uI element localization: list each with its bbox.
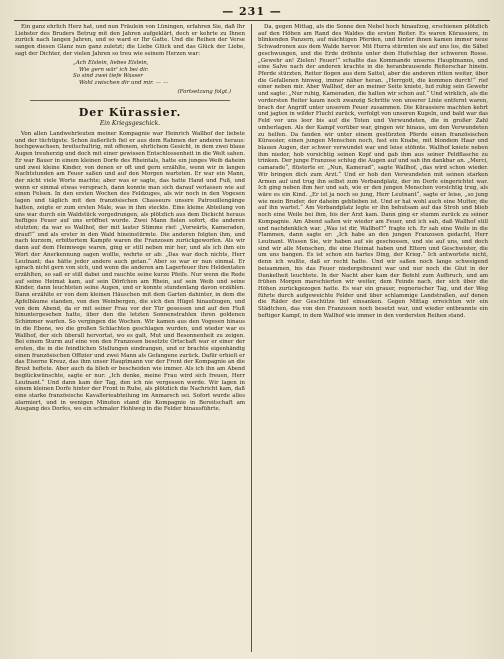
- poem-line: Wohl zwischen dir und mir. — —: [79, 80, 169, 87]
- header-rule: [14, 20, 490, 21]
- section-divider: [30, 100, 230, 101]
- story-subtitle: Ein Kriegsgeschick.: [99, 119, 161, 127]
- poem-verse: [73, 60, 245, 88]
- poem-line: „Ach Elslein, liebes Elslein,: [73, 59, 149, 66]
- page-number: — 231 —: [222, 5, 282, 18]
- left-column: [15, 24, 245, 652]
- story-text: Von allen Landwehrleuten meiner Kompagnie war Heinrich Wallhof der liebste und der tüchtigste. Schon äußerlich fiel er aus dem Rahmen der anderen heraus: hochgewachsen, breitschultrig, mit offenem, ehrlichem Gesicht, in dem zwei blaue Augen treuherzig und doch mit einer gewissen Entschlossenheit in die Welt sahen. Er war Bauer in einem kleinen Dorfe des Rheintals, hatte ein junges Weib daheim und zwei kleine Kinder, von denen er oft und gern erzählte, wenn wir in langen Nachtstunden am Feuer saßen und auf den Morgen warteten. Er war ein Mann, der nicht viele Worte machte; aber was er sagte, das hatte Hand und Fuß, und wenn er einmal etwas versprach, dann konnte man sich darauf verlassen wie auf einen Felsen. In den ersten Wochen des Feldzuges, als wir noch in den Vogesen lagen und täglich mit den französischen Chasseurs unsere Patrouillengänge hatten, zeigte er zum ersten Male, was in ihm steckte. Eine kleine Abteilung von uns war durch ein Waldstück vorgedrungen, als plötzlich aus dem Dickicht heraus heftiges Feuer auf uns eröffnet wurde. Zwei Mann fielen sofort, die anderen stutzten; da war es Wallhof, der mit lauter Stimme rief: „Vorwärts, Kameraden, drauf!“ und als erster in den Wald hineinstürmte. Die anderen folgten ihm, und nach kurzem, erbittertem Kampfe waren die Franzosen zurückgeworfen. Als wir dann auf dem Heimwege waren, ging er still neben mir her, und als ich ihm ein Wort der Anerkennung sagen wollte, wehrte er ab: „Das war doch nichts, Herr Leutnant; das hätte jeder andere auch getan.“ Aber so war er nun einmal. Er sprach nicht gern von sich, und wenn die anderen am Lagerfeuer ihre Heldentaten erzählten, so saß er still dabei und rauchte seine kurze Pfeife. Nur wenn die Rede auf seine Heimat kam, auf sein Dörfchen am Rhein, auf sein Weib und seine Kinder, dann leuchteten seine Augen, und er konnte stundenlang davon erzählen. Dann erzählte er von dem kleinen Häuschen mit dem Garten dahinter, in dem die Apfelbäume standen, von den Weinbergen, die sich den Hügel hinaufzogen, und von dem Abend, da er mit seiner Frau vor der Tür gesessen und auf den Fluß hinuntergesehen hatte, über den die letzten Sonnenstrahlen ihren goldenen Schimmer warfen. So vergingen die Wochen. Wir kamen aus den Vogesen hinaus in die Ebene, wo die großen Schlachten geschlagen wurden, und wieder war es Wallhof, der sich überall hervortat, wo es galt, Mut und Besonnenheit zu zeigen. Bei einem Sturm auf eine von den Franzosen besetzte Ortschaft war er einer der ersten, die in die feindlichen Stellungen eindrangen, und er brachte eigenhändig einen französischen Offizier und zwei Mann als Gefangene zurück. Dafür erhielt er das Eiserne Kreuz, das ihm unser Hauptmann vor der Front der Kompagnie an die Brust heftete. Aber auch da blieb er bescheiden wie immer. Als ich ihn am Abend beglückwünschte, sagte er nur: „Ich denke, meine Frau wird sich freuen, Herr Leutnant.“ Und dann kam der Tag, den ich nie vergessen werde. Wir lagen in einem kleinen Dorfe hinter der Front in Ruhe, als plötzlich die Nachricht kam, daß eine starke französische Kavallerieabteilung im Anmarsch sei. Sofort wurde alles alarmiert, und in wenigen Minuten stand die Kompagnie in Bereitschaft am Ausgang des Dorfes, wo ein schmaler Hohlweg in die Felder hinausführte.: [15, 130, 245, 413]
- poem-line: Wie gern wär' ich bei dir.: [79, 66, 149, 73]
- story-text-continued: Da, gegen Mittag, als die Sonne den Nebel hoch hinaufzog, erschienen plötzlich auf den Höhen am Rand des Waldes die ersten Reiter. Es waren Kürassiere, in blinkenden Panzern, auf mächtigen Pferden, und hinter ihnen kamen immer neue Schwadronen aus dem Walde hervor. Mit Hurra stürmten sie auf uns los, die Säbel geschwungen, und die Erde dröhnte unter dem Hufschlag der schweren Rosse. „Gewehr an! Zielen! Feuer!“ schallte das Kommando unseres Hauptmanns, und eine Salve nach der anderen krachte in die heranbrausende Reiterschar hinein. Pferde stürzten, Reiter flogen aus dem Sattel, aber die anderen ritten weiter, über die Gefallenen hinweg, immer näher heran. „Herrgott, die kommen durch!“ rief einer neben mir. Aber Wallhof, der an meiner Seite kniete, lud ruhig sein Gewehr und sagte: „Nur ruhig, Kameraden, die halten wir schon auf.“ Und wirklich, als die vordersten Reiter kaum noch zwanzig Schritte von unserer Linie entfernt waren, brach der Angriff unter unserem Feuer zusammen. Die Kürassiere machten kehrt und jagten in wilder Flucht zurück, verfolgt von unseren Kugeln, und bald war das Feld vor uns leer bis auf die Toten und Verwundeten, die in großer Zahl umherlagen. Als der Kampf vorüber war, gingen wir hinaus, um den Verwundeten zu helfen. Da fanden wir unter einem gestürzten Pferde einen französischen Kürassier, einen jungen Menschen noch, fast ein Knabe, mit blondem Haar und blauen Augen, der schwer verwundet war und leise stöhnte. Wallhof kniete neben ihm nieder, hob vorsichtig seinen Kopf und gab ihm aus seiner Feldflasche zu trinken. Der junge Franzose schlug die Augen auf und sah ihn dankbar an. „Merci, camarade“, flüsterte er. „Nun, Kamerad“, sagte Wallhof, „das wird schon wieder. Wir bringen dich zum Arzt.“ Und er hob den Verwundeten mit seinen starken Armen auf und trug ihn selbst zum Verbandplatz, der im Dorfe eingerichtet war. Ich ging neben ihm her und sah, wie er den jungen Menschen vorsichtig trug, als wäre es ein Kind. „Er ist ja noch so jung, Herr Leutnant“, sagte er leise, „so jung wie mein Bruder, der daheim geblieben ist. Und er hat wohl auch eine Mutter, die auf ihn wartet.“ Am Verbandplatz legte er ihn behutsam auf das Stroh und blieb noch eine Weile bei ihm, bis der Arzt kam. Dann ging er stumm zurück zu seiner Kompagnie. Am Abend saßen wir wieder am Feuer, und ich sah, daß Wallhof still und nachdenklich war. „Was ist dir, Wallhof?“ fragte ich. Er sah eine Weile in die Flammen, dann sagte er: „Ich habe an den jungen Franzosen gedacht, Herr Leutnant. Wissen Sie, wir haben auf sie geschossen, und sie auf uns, und doch sind wir alle Menschen, die eine Heimat haben und Eltern und Geschwister, die um uns bangen. Es ist schon ein hartes Ding, der Krieg.“ Ich antwortete nicht, denn ich wußte, daß er recht hatte. Und wir saßen noch lange schweigend beisammen, bis das Feuer niedergebrannt war und nur noch die Glut in der Dunkelheit leuchtete. In der Nacht aber kam der Befehl zum Aufbruch, und am frühen Morgen marschierten wir weiter, dem Feinde nach, der sich über die Höhen zurückgezogen hatte. Es war ein grauer, regnerischer Tag, und der Weg führte durch aufgeweichte Felder und über schlammige Landstraßen, auf denen die Räder der Geschütze tief einsanken. Gegen Mittag erreichten wir ein Städtchen, das von den Franzosen noch besetzt war, und wieder entbrannte ein heftiger Kampf, in dem Wallhof wie immer in den vordersten Reihen stand.: [258, 24, 488, 319]
- serial-ending-text: Ein ganz ehrlich Herz hat, und nun Fräulein von Lüningen, erfahren Sie, daß Ihr Liebster des Bruders Betrug mit den Jahren aufgeklärt, doch er kehrte zu Ihnen zurück nach langen Jahren, und so ward er Ihr Gatte. Und die Reihen der Verse sangen diesen Glanz nun ganz zuletzt; die Liebe Glück und das Glück der Liebe, sagt der Dichter, der vielen Jahren so treu wie seinem Herzen war:: [15, 24, 245, 57]
- story-title: Der Kürassier.: [78, 105, 182, 119]
- column-divider: [251, 24, 252, 652]
- right-column: [258, 24, 488, 652]
- continuation-note: (Fortsetzung folgt.): [177, 89, 231, 96]
- poem-line: So sind zwei tiefe Wasser: [73, 73, 144, 80]
